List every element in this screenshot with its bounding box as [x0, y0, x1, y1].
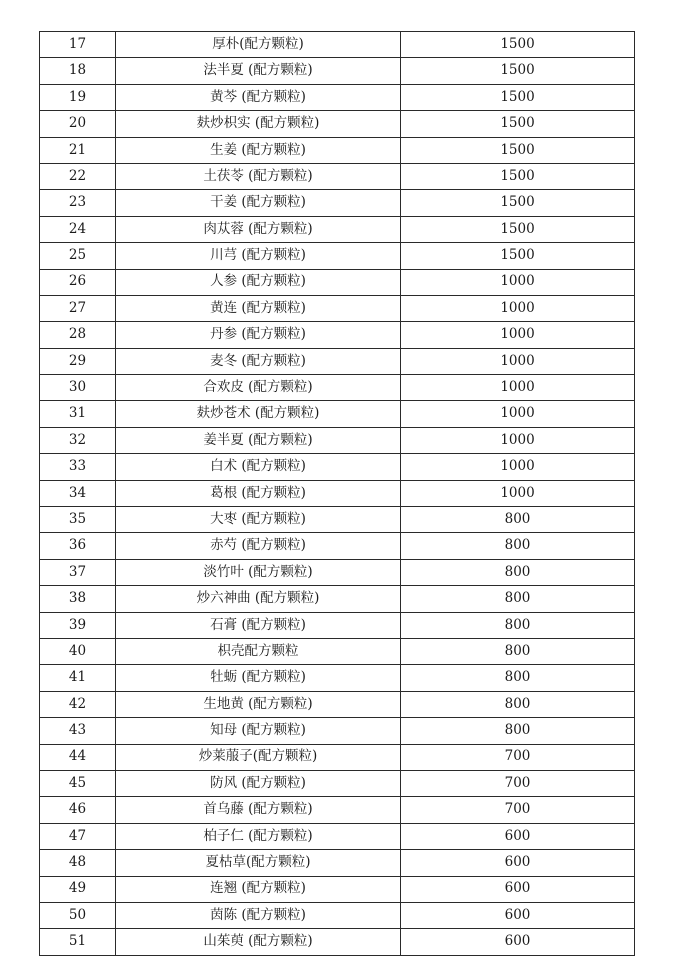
table-row: [40, 84, 635, 110]
item-name-cell: 黄连 (配方颗粒): [116, 295, 401, 321]
quantity-cell: 700: [401, 770, 635, 796]
table-row: [40, 665, 635, 691]
quantity-cell: 600: [401, 850, 635, 876]
quantity-cell: 600: [401, 876, 635, 902]
item-name-cell: 白术 (配方颗粒): [116, 454, 401, 480]
table-row: [40, 612, 635, 638]
table-row: [40, 243, 635, 269]
table-row: [40, 586, 635, 612]
quantity-cell: 1000: [401, 454, 635, 480]
quantity-cell: 1000: [401, 269, 635, 295]
row-number-cell: 42: [40, 691, 116, 717]
row-number-cell: 26: [40, 269, 116, 295]
row-number-cell: 39: [40, 612, 116, 638]
item-name-cell: 合欢皮 (配方颗粒): [116, 375, 401, 401]
quantity-cell: 1500: [401, 32, 635, 58]
quantity-cell: 1000: [401, 401, 635, 427]
item-name-cell: 牡蛎 (配方颗粒): [116, 665, 401, 691]
row-number-cell: 45: [40, 770, 116, 796]
item-name-cell: 炒莱菔子(配方颗粒): [116, 744, 401, 770]
granule-quantity-table: [39, 31, 635, 956]
table-row: [40, 190, 635, 216]
table-row: [40, 929, 635, 955]
quantity-cell: 1500: [401, 137, 635, 163]
quantity-cell: 800: [401, 559, 635, 585]
row-number-cell: 25: [40, 243, 116, 269]
quantity-cell: 800: [401, 718, 635, 744]
row-number-cell: 24: [40, 216, 116, 242]
table-row: [40, 216, 635, 242]
table-row: [40, 401, 635, 427]
row-number-cell: 36: [40, 533, 116, 559]
row-number-cell: 43: [40, 718, 116, 744]
quantity-cell: 1500: [401, 190, 635, 216]
table-row: [40, 111, 635, 137]
quantity-cell: 600: [401, 902, 635, 928]
item-name-cell: 黄芩 (配方颗粒): [116, 84, 401, 110]
table-row: [40, 691, 635, 717]
item-name-cell: 干姜 (配方颗粒): [116, 190, 401, 216]
quantity-cell: 1000: [401, 427, 635, 453]
item-name-cell: 生姜 (配方颗粒): [116, 137, 401, 163]
row-number-cell: 34: [40, 480, 116, 506]
row-number-cell: 22: [40, 163, 116, 189]
item-name-cell: 麦冬 (配方颗粒): [116, 348, 401, 374]
item-name-cell: 夏枯草(配方颗粒): [116, 850, 401, 876]
quantity-cell: 1500: [401, 216, 635, 242]
quantity-cell: 1000: [401, 322, 635, 348]
quantity-cell: 800: [401, 665, 635, 691]
item-name-cell: 厚朴(配方颗粒): [116, 32, 401, 58]
document-page: [39, 31, 634, 956]
quantity-cell: 700: [401, 797, 635, 823]
table-row: [40, 32, 635, 58]
row-number-cell: 19: [40, 84, 116, 110]
table-row: [40, 770, 635, 796]
row-number-cell: 23: [40, 190, 116, 216]
item-name-cell: 茵陈 (配方颗粒): [116, 902, 401, 928]
table-row: [40, 427, 635, 453]
table-row: [40, 876, 635, 902]
table-row: [40, 163, 635, 189]
item-name-cell: 肉苁蓉 (配方颗粒): [116, 216, 401, 242]
item-name-cell: 柏子仁 (配方颗粒): [116, 823, 401, 849]
item-name-cell: 连翘 (配方颗粒): [116, 876, 401, 902]
item-name-cell: 法半夏 (配方颗粒): [116, 58, 401, 84]
row-number-cell: 37: [40, 559, 116, 585]
row-number-cell: 30: [40, 375, 116, 401]
row-number-cell: 48: [40, 850, 116, 876]
table-row: [40, 902, 635, 928]
row-number-cell: 18: [40, 58, 116, 84]
table-row: [40, 454, 635, 480]
table-row: [40, 797, 635, 823]
quantity-cell: 1500: [401, 163, 635, 189]
table-row: [40, 375, 635, 401]
row-number-cell: 27: [40, 295, 116, 321]
row-number-cell: 33: [40, 454, 116, 480]
table-row: [40, 850, 635, 876]
row-number-cell: 21: [40, 137, 116, 163]
row-number-cell: 17: [40, 32, 116, 58]
quantity-cell: 1500: [401, 58, 635, 84]
item-name-cell: 人参 (配方颗粒): [116, 269, 401, 295]
item-name-cell: 淡竹叶 (配方颗粒): [116, 559, 401, 585]
item-name-cell: 山茱萸 (配方颗粒): [116, 929, 401, 955]
row-number-cell: 49: [40, 876, 116, 902]
quantity-cell: 800: [401, 691, 635, 717]
item-name-cell: 葛根 (配方颗粒): [116, 480, 401, 506]
quantity-cell: 1000: [401, 348, 635, 374]
quantity-cell: 800: [401, 533, 635, 559]
item-name-cell: 麸炒枳实 (配方颗粒): [116, 111, 401, 137]
row-number-cell: 46: [40, 797, 116, 823]
item-name-cell: 土茯苓 (配方颗粒): [116, 163, 401, 189]
table-row: [40, 533, 635, 559]
row-number-cell: 50: [40, 902, 116, 928]
row-number-cell: 40: [40, 638, 116, 664]
item-name-cell: 石膏 (配方颗粒): [116, 612, 401, 638]
quantity-cell: 800: [401, 507, 635, 533]
item-name-cell: 麸炒苍术 (配方颗粒): [116, 401, 401, 427]
item-name-cell: 赤芍 (配方颗粒): [116, 533, 401, 559]
row-number-cell: 29: [40, 348, 116, 374]
quantity-cell: 1500: [401, 111, 635, 137]
table-row: [40, 322, 635, 348]
quantity-cell: 1000: [401, 295, 635, 321]
row-number-cell: 28: [40, 322, 116, 348]
row-number-cell: 44: [40, 744, 116, 770]
row-number-cell: 47: [40, 823, 116, 849]
row-number-cell: 51: [40, 929, 116, 955]
item-name-cell: 炒六神曲 (配方颗粒): [116, 586, 401, 612]
item-name-cell: 生地黄 (配方颗粒): [116, 691, 401, 717]
item-name-cell: 枳壳配方颗粒: [116, 638, 401, 664]
quantity-cell: 800: [401, 638, 635, 664]
table-row: [40, 480, 635, 506]
table-row: [40, 507, 635, 533]
row-number-cell: 32: [40, 427, 116, 453]
quantity-cell: 800: [401, 612, 635, 638]
item-name-cell: 防风 (配方颗粒): [116, 770, 401, 796]
table-row: [40, 718, 635, 744]
quantity-cell: 600: [401, 823, 635, 849]
quantity-cell: 1500: [401, 243, 635, 269]
quantity-cell: 1000: [401, 480, 635, 506]
quantity-cell: 1000: [401, 375, 635, 401]
quantity-cell: 700: [401, 744, 635, 770]
row-number-cell: 31: [40, 401, 116, 427]
table-row: [40, 744, 635, 770]
table-row: [40, 269, 635, 295]
table-row: [40, 823, 635, 849]
item-name-cell: 丹参 (配方颗粒): [116, 322, 401, 348]
table-row: [40, 638, 635, 664]
row-number-cell: 20: [40, 111, 116, 137]
item-name-cell: 姜半夏 (配方颗粒): [116, 427, 401, 453]
item-name-cell: 川芎 (配方颗粒): [116, 243, 401, 269]
quantity-cell: 800: [401, 586, 635, 612]
table-body: [40, 32, 635, 956]
item-name-cell: 首乌藤 (配方颗粒): [116, 797, 401, 823]
table-row: [40, 58, 635, 84]
table-row: [40, 137, 635, 163]
quantity-cell: 1500: [401, 84, 635, 110]
row-number-cell: 35: [40, 507, 116, 533]
item-name-cell: 知母 (配方颗粒): [116, 718, 401, 744]
table-row: [40, 348, 635, 374]
table-row: [40, 295, 635, 321]
row-number-cell: 38: [40, 586, 116, 612]
item-name-cell: 大枣 (配方颗粒): [116, 507, 401, 533]
quantity-cell: 600: [401, 929, 635, 955]
table-row: [40, 559, 635, 585]
row-number-cell: 41: [40, 665, 116, 691]
